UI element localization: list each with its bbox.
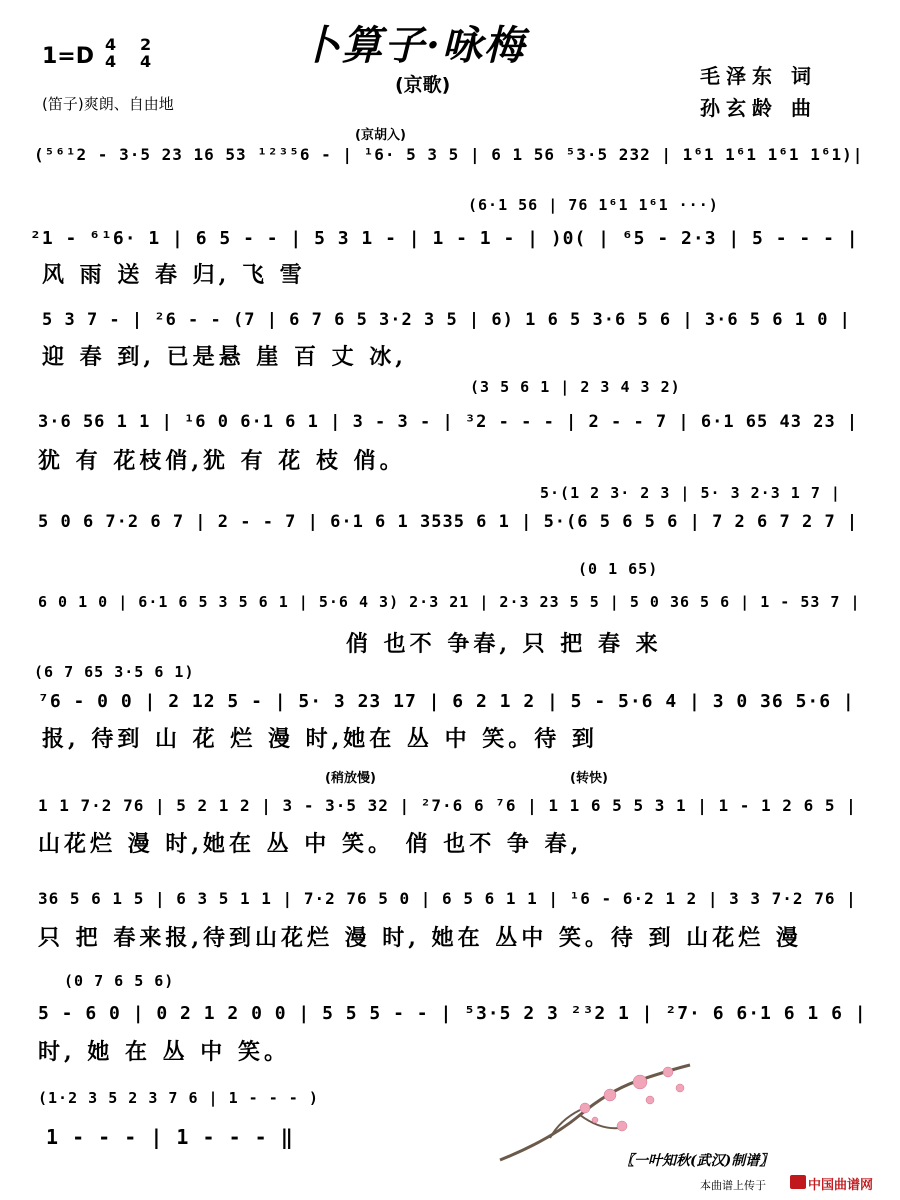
score-line-7: ⁷6 - 0 0 | 2 12 5 - | 5· 3 23 17 | 6 2 1 2 | 5 - 5·6 4 | 3 0 36 5·6 | — [38, 691, 855, 712]
time-signature-4-4: 4 4 — [105, 35, 117, 71]
annotation-speed-up: (转快) — [570, 771, 608, 786]
tempo-marking: (笛子)爽朗、自由地 — [42, 95, 174, 113]
score-line-9: 36 5 6 1 5 | 6 3 5 1 1 | 7·2 76 5 0 | 6 5 6 1 1 | ¹6 - 6·2 1 2 | 3 3 7·2 76 | — [38, 889, 857, 908]
lyric-line-4: 犹 有 花枝俏,犹 有 花 枝 俏。 — [38, 448, 406, 474]
song-subtitle: (京歌) — [395, 74, 451, 96]
site-name[interactable]: 中国曲谱网 — [808, 1178, 874, 1193]
composer-credit: 孙玄龄 曲 — [700, 96, 817, 120]
score-line-11-upper: (1·2 3 5 2 3 7 6 | 1 - - - ) — [38, 1089, 319, 1107]
score-line-3: 5 3 7 - | ²6 - - (7 | 6 7 6 5 3·2 3 5 | 6) 1 6 5 3·6 5 6 | 3·6 5 6 1 0 | — [42, 310, 851, 330]
key-signature: 1=D — [42, 44, 95, 69]
score-line-10: 5 - 6 0 | 0 2 1 2 0 0 | 5 5 5 - - | ⁵3·5 2 3 ²³2 1 | ²7· 6 6·1 6 1 6 | — [38, 1003, 867, 1024]
lyric-line-6: 俏 也不 争春, 只 把 春 来 — [346, 631, 662, 657]
score-line-10-upper: (0 7 6 5 6) — [64, 972, 175, 990]
lyric-line-9: 只 把 春来报,待到山花烂 漫 时, 她在 丛中 笑。待 到 山花烂 漫 — [38, 925, 802, 951]
score-line-4-upper: (3 5 6 1 | 2 3 4 3 2) — [470, 378, 681, 396]
site-logo-icon — [790, 1175, 806, 1189]
score-line-1: (⁵⁶¹2 - 3·5 23 16 53 ¹²³⁵6 - | ¹6· 5 3 5 | 6 1 56 ⁵3·5 232 | 1⁶1 1⁶1 1⁶1 1⁶1)| — [34, 145, 864, 164]
score-line-6-upper: (0 1 65) — [578, 560, 659, 578]
score-line-4: 3·6 56 1 1 | ¹6 0 6·1 6 1 | 3 - 3 - | ³2 - - - | 2 - - 7 | 6·1 65 43 23 | — [38, 412, 859, 432]
annotation-jinghu: (京胡入) — [355, 128, 406, 143]
score-line-7-upper: (6 7 65 3·5 6 1) — [34, 663, 195, 681]
lyric-line-10: 时, 她 在 丛 中 笑。 — [38, 1039, 290, 1065]
score-line-5-upper: 5·(1 2 3· 2 3 | 5· 3 2·3 1 7 | — [540, 484, 841, 502]
score-line-6: 6 0 1 0 | 6·1 6 5 3 5 6 1 | 5·6 4 3) 2·3 21 | 2·3 23 5 5 | 5 0 36 5 6 | 1 - 53 7 | — [38, 593, 861, 611]
transcriber-credit: 〖一叶知秋(武汉)制谱〗 — [620, 1153, 774, 1169]
score-line-2: ²1 - ⁶¹6· 1 | 6 5 - - | 5 3 1 - | 1 - 1 - | )0( | ⁶5 - 2·3 | 5 - - - | — [30, 228, 859, 249]
song-title: 卜算子·咏梅 — [300, 22, 526, 69]
lyric-line-7: 报, 待到 山 花 烂 漫 时,她在 丛 中 笑。待 到 — [42, 726, 598, 752]
score-line-11: 1 - - - | 1 - - - ‖ — [46, 1125, 294, 1149]
lyric-line-2: 风 雨 送 春 归, 飞 雪 — [42, 262, 306, 288]
lyricist-credit: 毛泽东 词 — [700, 64, 817, 88]
score-line-2-upper: (6·1 56 | 76 1⁶1 1⁶1 ···) — [468, 196, 719, 214]
score-line-5: 5 0 6 7·2 6 7 | 2 - - 7 | 6·1 6 1 3535 6 1 | 5·(6 5 6 5 6 | 7 2 6 7 2 7 | — [38, 512, 859, 532]
score-line-8: 1 1 7·2 76 | 5 2 1 2 | 3 - 3·5 32 | ²7·6 6 ⁷6 | 1 1 6 5 5 3 1 | 1 - 1 2 6 5 | — [38, 796, 857, 815]
lyric-line-8: 山花烂 漫 时,她在 丛 中 笑。 俏 也不 争 春, — [38, 831, 583, 857]
time-signature-2-4: 2 4 — [140, 35, 152, 71]
lyric-line-3: 迎 春 到, 已是悬 崖 百 丈 冰, — [42, 344, 407, 370]
upload-note: 本曲谱上传于 — [700, 1179, 766, 1192]
annotation-slow-down: (稍放慢) — [325, 771, 376, 786]
